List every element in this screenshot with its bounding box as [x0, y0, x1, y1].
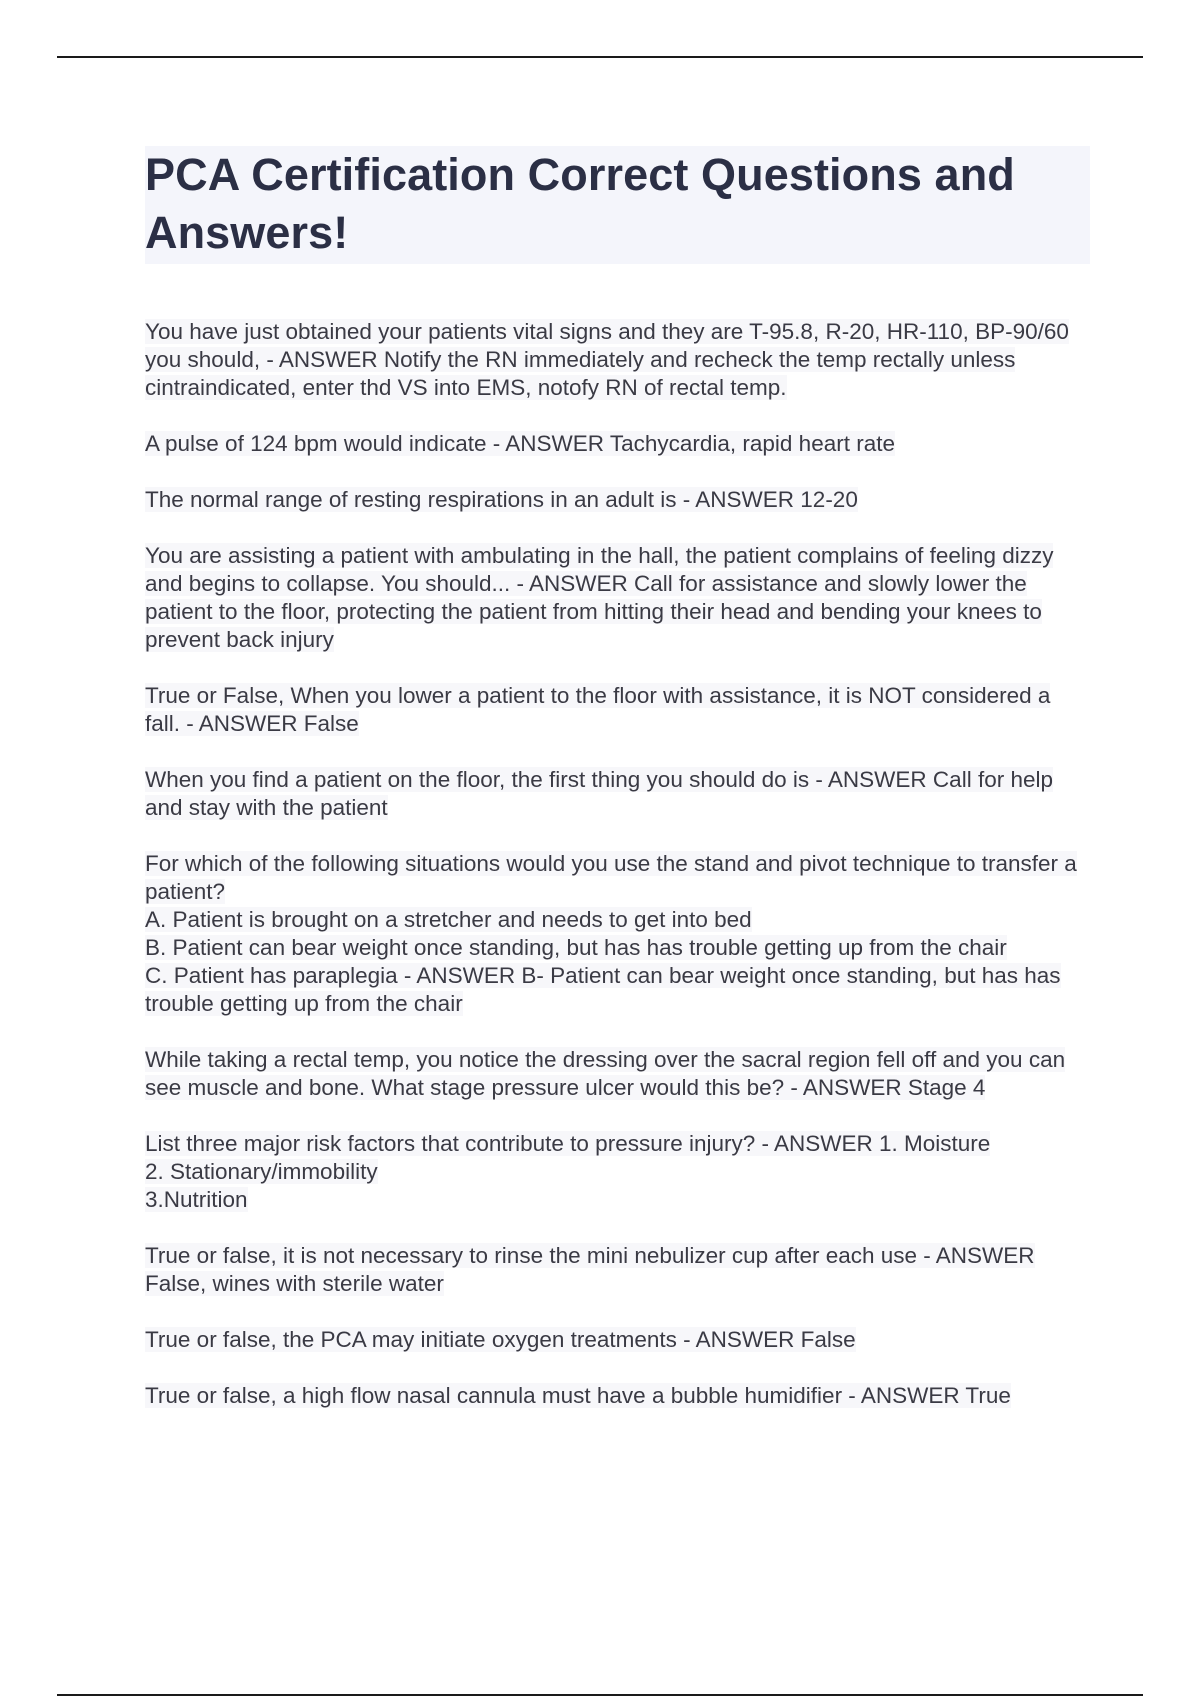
qa-item-7: For which of the following situations would you use the stand and pivot technique to transfer a patient? A. Patient is brought on a stretcher and needs to get into bed B. Patient can bear weight once standing, but has has trouble getting up from the chair C. Patient has paraplegia - ANSWER B- Patient can bear weight once standing, but has has trouble getting up from the chair — [145, 851, 1077, 1016]
qa-item-3: The normal range of resting respirations in an adult is - ANSWER 12-20 — [145, 487, 858, 512]
qa-list — [145, 318, 1090, 1410]
qa-item-12: True or false, a high flow nasal cannula must have a bubble humidifier - ANSWER True — [145, 1383, 1011, 1408]
qa-item-8: While taking a rectal temp, you notice the dressing over the sacral region fell off and you can see muscle and bone. What stage pressure ulcer would this be? - ANSWER Stage 4 — [145, 1047, 1066, 1100]
top-rule — [57, 56, 1143, 58]
qa-item-5: True or False, When you lower a patient to the floor with assistance, it is NOT considered a fall. - ANSWER False — [145, 683, 1051, 736]
qa-item-1: You have just obtained your patients vital signs and they are T-95.8, R-20, HR-110, BP-90/60 you should, - ANSWER Notify the RN immediately and recheck the temp rectally unless cintraindicated, enter thd VS into EMS, notofy RN of rectal temp. — [145, 319, 1069, 400]
qa-item-4: You are assisting a patient with ambulating in the hall, the patient complains of feeling dizzy and begins to collapse. You should... - ANSWER Call for assistance and slowly lower the patient to the floor, protecting the patient from hitting their head and bending your knees to prevent back injury — [145, 543, 1054, 652]
bottom-rule — [57, 1694, 1143, 1696]
document-body — [145, 146, 1090, 1438]
qa-item-6: When you find a patient on the floor, the first thing you should do is - ANSWER Call for help and stay with the patient — [145, 767, 1053, 820]
qa-item-2: A pulse of 124 bpm would indicate - ANSWER Tachycardia, rapid heart rate — [145, 431, 895, 456]
qa-item-9: List three major risk factors that contribute to pressure injury? - ANSWER 1. Moisture 2. Stationary/immobility 3.Nutrition — [145, 1131, 991, 1212]
qa-item-10: True or false, it is not necessary to rinse the mini nebulizer cup after each use - ANSWER False, wines with sterile water — [145, 1243, 1035, 1296]
document-title: PCA Certification Correct Questions and Answers! — [145, 146, 1090, 264]
qa-item-11: True or false, the PCA may initiate oxygen treatments - ANSWER False — [145, 1327, 856, 1352]
